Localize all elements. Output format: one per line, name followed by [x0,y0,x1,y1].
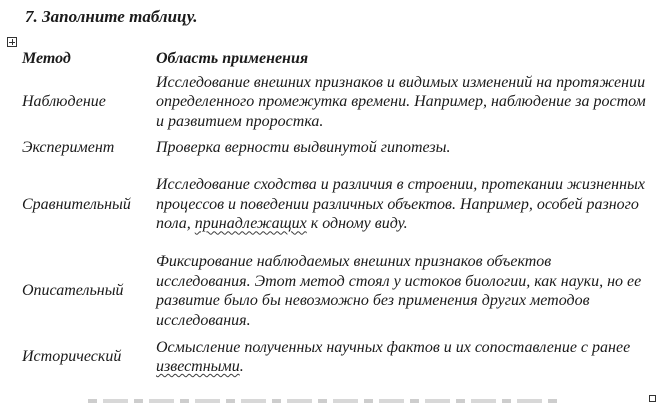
header-method: Метод [22,50,71,68]
methods-table [20,48,650,380]
area-cell: Исследование внешних признаков и видимых изменений на протяжении определенного промежутка времени. Например, наблюдение за ростом и развитием проростка. [156,73,646,130]
method-cell: Наблюдение [22,93,106,111]
table-move-handle-icon[interactable] [7,37,17,47]
area-text: к одному виду. [306,215,408,233]
area-text: Исследование сходства и различия в строении, протекании жизненных процессов и поведении различных объектов. Например, особей разного пола, [156,176,645,233]
area-cell: Фиксирование наблюдаемых внешних признаков объектов исследования. Этот метод стоял у истоков биологии, как науки, но ее развитие было бы невозможно без применения других методов исследования. [156,253,642,329]
table-row [20,248,650,334]
table-resize-handle-icon[interactable] [649,395,656,402]
table-row [20,70,650,134]
cut-off-text-fragment [88,399,558,403]
table-header-row [20,48,650,70]
area-text: Осмысление полученных научных фактов и их сопоставление с ранее [156,338,631,356]
table-row [20,161,650,248]
method-cell: Описательный [22,282,124,300]
method-cell: Сравнительный [22,195,131,213]
area-cell [152,161,650,248]
spellcheck-marked-word[interactable]: известными [156,358,240,375]
table-row [20,134,650,161]
area-cell: Проверка верности выдвинутой гипотезы. [156,138,451,156]
area-text: . [239,358,244,375]
table-row [20,334,650,380]
spellcheck-marked-word[interactable]: принадлежащих [194,215,307,233]
task-title: 7. Заполните таблицу. [25,7,198,26]
method-cell: Эксперимент [22,138,115,156]
header-area: Область применения [156,50,309,68]
method-cell: Исторический [22,348,122,366]
area-cell [152,334,650,380]
